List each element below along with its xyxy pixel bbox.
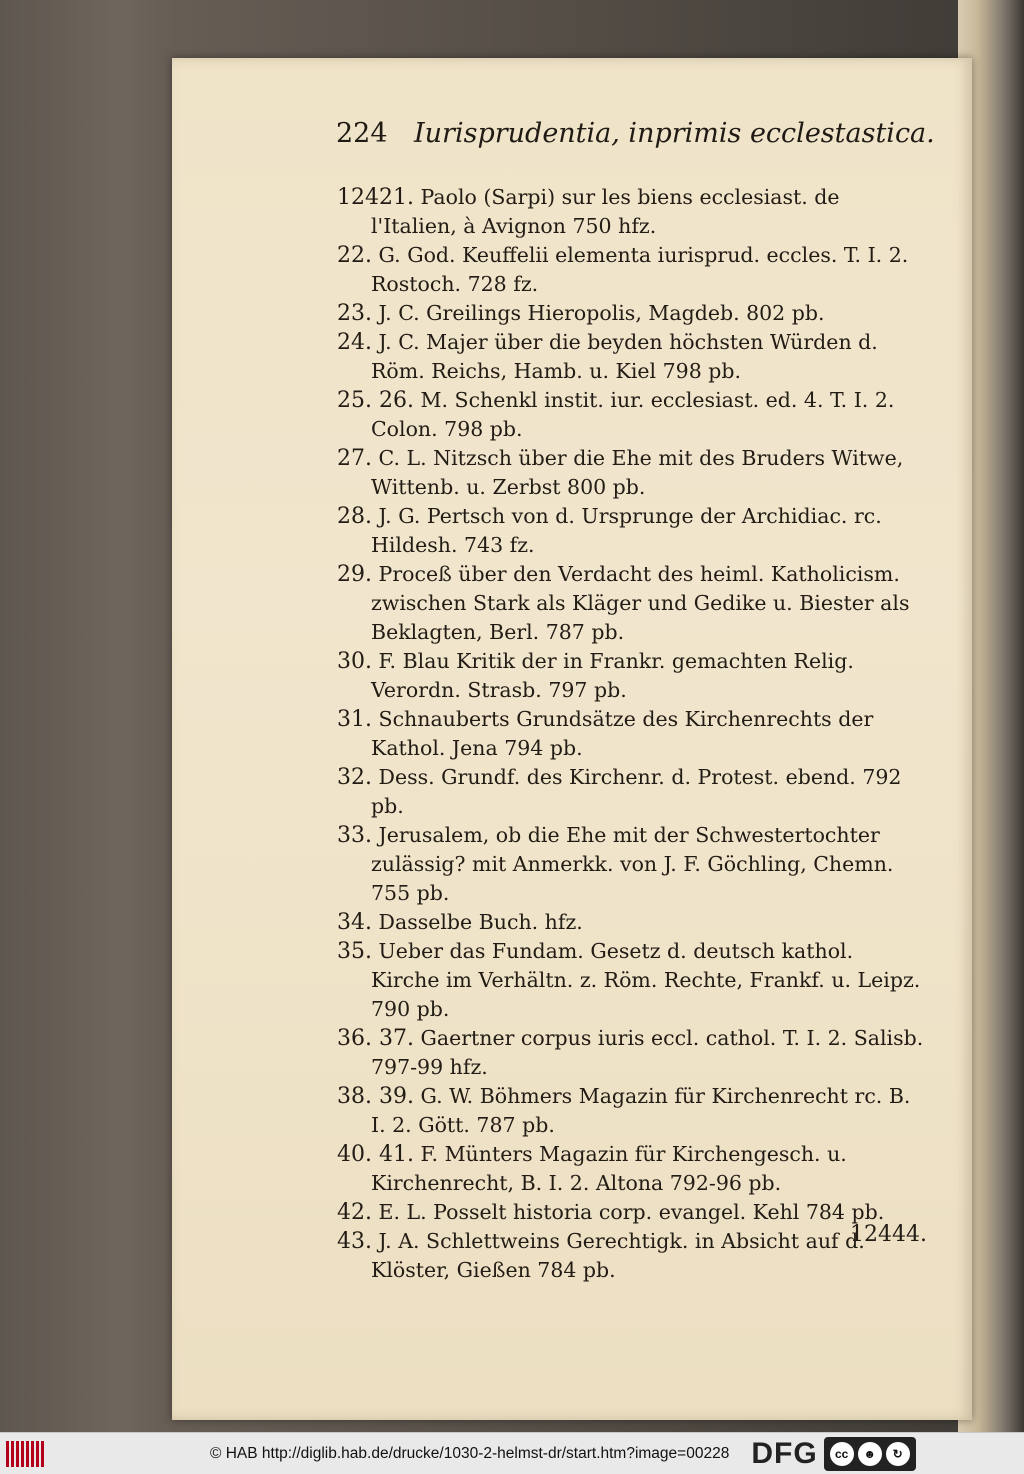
entry-text: Gaertner corpus iuris eccl. cathol. T. I. 2. Salisb. 797-99 hfz. — [371, 1026, 924, 1079]
catalog-entry — [337, 444, 925, 502]
viewer-info-bar — [0, 1432, 1024, 1474]
entry-text: F. Blau Kritik der in Frankr. gemachten Relig. Verordn. Strasb. 797 pb. — [371, 649, 854, 702]
entry-text: E. L. Posselt historia corp. evangel. Kehl 784 pb. — [378, 1200, 885, 1224]
catalog-entry — [337, 183, 925, 241]
catalog-entry — [337, 560, 925, 647]
entry-number: 35. — [337, 939, 372, 964]
entry-number: 38. 39. — [337, 1084, 414, 1109]
entry-text: Ueber das Fundam. Gesetz d. deutsch kathol. Kirche im Verhältn. z. Röm. Rechte, Frankf. u. Leipz. 790 pb. — [371, 939, 921, 1021]
catalog-entry — [337, 705, 925, 763]
entry-text: Schnauberts Grundsätze des Kirchenrechts der Kathol. Jena 794 pb. — [371, 707, 874, 760]
entry-text: Dasselbe Buch. hfz. — [378, 910, 583, 934]
catalog-entry — [337, 647, 925, 705]
entry-number: 30. — [337, 649, 372, 674]
entry-text: Jerusalem, ob die Ehe mit der Schwestertochter zulässig? mit Anmerkk. von J. F. Göchling, Chemn. 755 pb. — [371, 823, 894, 905]
catalog-entry — [337, 241, 925, 299]
entry-number: 23. — [337, 301, 372, 326]
entry-text: Dess. Grundf. des Kirchenr. d. Protest. ebend. 792 pb. — [371, 765, 902, 818]
entry-number: 42. — [337, 1200, 372, 1225]
catalog-entry — [337, 763, 925, 821]
entry-number: 29. — [337, 562, 372, 587]
catalog-entry — [337, 502, 925, 560]
catalog-entry — [337, 1140, 925, 1198]
entry-number: 36. 37. — [337, 1026, 414, 1051]
header-title: Iurisprudentia, inprimis ecclestastica. — [414, 118, 935, 149]
catalog-entry — [337, 1227, 925, 1285]
entry-text: Paolo (Sarpi) sur les biens ecclesiast. de l'Italien, à Avignon 750 hfz. — [371, 185, 840, 238]
catalog-entry — [337, 1082, 925, 1140]
entry-text: J. A. Schlettweins Gerechtigk. in Absicht auf d. Klöster, Gießen 784 pb. — [371, 1229, 865, 1282]
by-icon: ☻ — [858, 1442, 882, 1466]
entry-text: G. God. Keuffelii elementa iurisprud. eccles. T. I. 2. Rostoch. 728 fz. — [371, 243, 909, 296]
entry-text: G. W. Böhmers Magazin für Kirchenrecht rc. B. I. 2. Gött. 787 pb. — [371, 1084, 911, 1137]
entry-number: 12421. — [337, 185, 414, 210]
entry-text: C. L. Nitzsch über die Ehe mit des Bruders Witwe, Wittenb. u. Zerbst 800 pb. — [371, 446, 904, 499]
entry-text: M. Schenkl instit. iur. ecclesiast. ed. 4. T. I. 2. Colon. 798 pb. — [371, 388, 895, 441]
entry-number: 43. — [337, 1229, 372, 1254]
catalog-entry — [337, 937, 925, 1024]
entry-number: 40. 41. — [337, 1142, 414, 1167]
page-number: 224 — [336, 118, 388, 149]
cc-icon: cc — [830, 1442, 854, 1466]
entry-number: 32. — [337, 765, 372, 790]
catalog-entry — [337, 1024, 925, 1082]
entry-text: F. Münters Magazin für Kirchengesch. u. Kirchenrecht, B. I. 2. Altona 792-96 pb. — [371, 1142, 847, 1195]
entry-text: Proceß über den Verdacht des heiml. Katholicism. zwischen Stark als Kläger und Gedike u. Biester als Beklagten, Berl. 787 pb. — [371, 562, 910, 644]
source-url[interactable]: © HAB http://diglib.hab.de/drucke/1030-2-helmst-dr/start.htm?image=00228 — [210, 1444, 730, 1462]
entry-text: J. C. Greilings Hieropolis, Magdeb. 802 pb. — [378, 301, 825, 325]
catalog-entry — [337, 299, 925, 328]
entry-text: J. C. Majer über die beyden höchsten Würden d. Röm. Reichs, Hamb. u. Kiel 798 pb. — [371, 330, 878, 383]
license-badge[interactable] — [824, 1437, 916, 1471]
dfg-logo: DFG — [751, 1436, 818, 1470]
entry-number: 31. — [337, 707, 372, 732]
entry-number: 24. — [337, 330, 372, 355]
hab-barcode-logo-icon — [6, 1441, 46, 1467]
catalog-entries — [337, 183, 925, 1285]
catchword-number: 12444. — [850, 1222, 927, 1247]
sa-icon: ↻ — [886, 1442, 910, 1466]
entry-number: 34. — [337, 910, 372, 935]
page-header — [336, 118, 935, 158]
entry-number: 27. — [337, 446, 372, 471]
catalog-entry — [337, 386, 925, 444]
entry-number: 28. — [337, 504, 372, 529]
catalog-entry — [337, 1198, 925, 1227]
entry-number: 22. — [337, 243, 372, 268]
entry-number: 25. 26. — [337, 388, 414, 413]
catalog-entry — [337, 908, 925, 937]
entry-text: J. G. Pertsch von d. Ursprunge der Archidiac. rc. Hildesh. 743 fz. — [371, 504, 882, 557]
catalog-entry — [337, 821, 925, 908]
entry-number: 33. — [337, 823, 372, 848]
catalog-entry — [337, 328, 925, 386]
